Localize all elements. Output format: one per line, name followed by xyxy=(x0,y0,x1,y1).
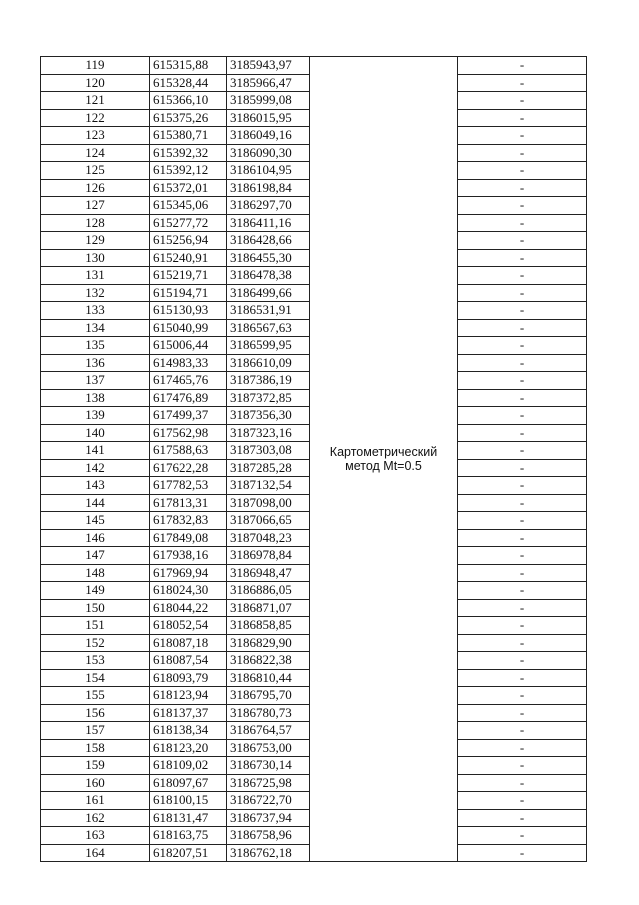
coordinate-x-cell: 618123,94 xyxy=(150,687,227,705)
coordinate-x-cell: 615256,94 xyxy=(150,232,227,250)
point-number-cell: 149 xyxy=(41,582,150,600)
coordinate-x-cell: 618207,51 xyxy=(150,844,227,862)
coordinate-x-cell: 615219,71 xyxy=(150,267,227,285)
coordinate-x-cell: 618087,54 xyxy=(150,652,227,670)
coordinate-y-cell: 3186730,14 xyxy=(227,757,310,775)
coordinate-x-cell: 615366,10 xyxy=(150,92,227,110)
coordinate-x-cell: 617969,94 xyxy=(150,564,227,582)
accuracy-cell: - xyxy=(458,652,587,670)
coordinate-x-cell: 615006,44 xyxy=(150,337,227,355)
accuracy-cell: - xyxy=(458,127,587,145)
point-number-cell: 124 xyxy=(41,144,150,162)
coordinate-y-cell: 3185943,97 xyxy=(227,57,310,75)
point-number-cell: 119 xyxy=(41,57,150,75)
coordinate-y-cell: 3186015,95 xyxy=(227,109,310,127)
coordinate-y-cell: 3186764,57 xyxy=(227,722,310,740)
coordinate-y-cell: 3186829,90 xyxy=(227,634,310,652)
coordinate-x-cell: 617782,53 xyxy=(150,477,227,495)
accuracy-cell: - xyxy=(458,407,587,425)
accuracy-cell: - xyxy=(458,162,587,180)
accuracy-cell: - xyxy=(458,319,587,337)
point-number-cell: 135 xyxy=(41,337,150,355)
point-number-cell: 127 xyxy=(41,197,150,215)
point-number-cell: 139 xyxy=(41,407,150,425)
coordinate-y-cell: 3187356,30 xyxy=(227,407,310,425)
accuracy-cell: - xyxy=(458,757,587,775)
coordinate-y-cell: 3186455,30 xyxy=(227,249,310,267)
coordinate-x-cell: 615130,93 xyxy=(150,302,227,320)
coordinate-y-cell: 3187048,23 xyxy=(227,529,310,547)
accuracy-cell: - xyxy=(458,144,587,162)
point-number-cell: 122 xyxy=(41,109,150,127)
accuracy-cell: - xyxy=(458,582,587,600)
coordinate-y-cell: 3186886,05 xyxy=(227,582,310,600)
accuracy-cell: - xyxy=(458,372,587,390)
coordinate-x-cell: 618052,54 xyxy=(150,617,227,635)
coordinate-x-cell: 617849,08 xyxy=(150,529,227,547)
accuracy-cell: - xyxy=(458,267,587,285)
coordinate-y-cell: 3186198,84 xyxy=(227,179,310,197)
accuracy-cell: - xyxy=(458,617,587,635)
coordinate-y-cell: 3186871,07 xyxy=(227,599,310,617)
point-number-cell: 140 xyxy=(41,424,150,442)
coordinate-y-cell: 3186822,38 xyxy=(227,652,310,670)
coordinate-x-cell: 618024,30 xyxy=(150,582,227,600)
point-number-cell: 132 xyxy=(41,284,150,302)
accuracy-cell: - xyxy=(458,844,587,862)
coordinate-x-cell: 615392,32 xyxy=(150,144,227,162)
coordinate-x-cell: 615375,26 xyxy=(150,109,227,127)
coordinate-y-cell: 3186780,73 xyxy=(227,704,310,722)
coordinate-x-cell: 618138,34 xyxy=(150,722,227,740)
point-number-cell: 142 xyxy=(41,459,150,477)
accuracy-cell: - xyxy=(458,249,587,267)
accuracy-cell: - xyxy=(458,512,587,530)
point-number-cell: 154 xyxy=(41,669,150,687)
coordinate-y-cell: 3186948,47 xyxy=(227,564,310,582)
coordinate-x-cell: 617499,37 xyxy=(150,407,227,425)
point-number-cell: 120 xyxy=(41,74,150,92)
accuracy-cell: - xyxy=(458,197,587,215)
accuracy-cell: - xyxy=(458,669,587,687)
coordinate-y-cell: 3185999,08 xyxy=(227,92,310,110)
coordinate-x-cell: 615277,72 xyxy=(150,214,227,232)
coordinate-x-cell: 617938,16 xyxy=(150,547,227,565)
coordinate-x-cell: 618097,67 xyxy=(150,774,227,792)
accuracy-cell: - xyxy=(458,704,587,722)
coordinate-y-cell: 3186499,66 xyxy=(227,284,310,302)
accuracy-cell: - xyxy=(458,529,587,547)
coordinate-x-cell: 617562,98 xyxy=(150,424,227,442)
point-number-cell: 160 xyxy=(41,774,150,792)
coordinate-x-cell: 615040,99 xyxy=(150,319,227,337)
coordinate-x-cell: 618044,22 xyxy=(150,599,227,617)
coordinate-x-cell: 617476,89 xyxy=(150,389,227,407)
accuracy-cell: - xyxy=(458,284,587,302)
coordinate-y-cell: 3186049,16 xyxy=(227,127,310,145)
coordinate-x-cell: 615392,12 xyxy=(150,162,227,180)
point-number-cell: 131 xyxy=(41,267,150,285)
coordinate-y-cell: 3186090,30 xyxy=(227,144,310,162)
point-number-cell: 123 xyxy=(41,127,150,145)
coordinate-x-cell: 618137,37 xyxy=(150,704,227,722)
accuracy-cell: - xyxy=(458,214,587,232)
coordinate-y-cell: 3186762,18 xyxy=(227,844,310,862)
accuracy-cell: - xyxy=(458,564,587,582)
accuracy-cell: - xyxy=(458,547,587,565)
accuracy-cell: - xyxy=(458,494,587,512)
coordinate-y-cell: 3187372,85 xyxy=(227,389,310,407)
accuracy-cell: - xyxy=(458,634,587,652)
accuracy-cell: - xyxy=(458,337,587,355)
accuracy-cell: - xyxy=(458,722,587,740)
coordinate-x-cell: 618093,79 xyxy=(150,669,227,687)
accuracy-cell: - xyxy=(458,232,587,250)
coordinate-y-cell: 3187323,16 xyxy=(227,424,310,442)
coordinate-y-cell: 3186722,70 xyxy=(227,792,310,810)
coordinate-y-cell: 3187303,08 xyxy=(227,442,310,460)
coordinate-y-cell: 3185966,47 xyxy=(227,74,310,92)
coordinate-y-cell: 3186610,09 xyxy=(227,354,310,372)
point-number-cell: 157 xyxy=(41,722,150,740)
accuracy-cell: - xyxy=(458,792,587,810)
accuracy-cell: - xyxy=(458,57,587,75)
coordinate-y-cell: 3187386,19 xyxy=(227,372,310,390)
point-number-cell: 151 xyxy=(41,617,150,635)
coordinate-y-cell: 3186725,98 xyxy=(227,774,310,792)
accuracy-cell: - xyxy=(458,687,587,705)
point-number-cell: 148 xyxy=(41,564,150,582)
point-number-cell: 129 xyxy=(41,232,150,250)
coordinate-y-cell: 3186297,70 xyxy=(227,197,310,215)
point-number-cell: 128 xyxy=(41,214,150,232)
coordinate-x-cell: 617622,28 xyxy=(150,459,227,477)
point-number-cell: 143 xyxy=(41,477,150,495)
accuracy-cell: - xyxy=(458,442,587,460)
point-number-cell: 150 xyxy=(41,599,150,617)
point-number-cell: 126 xyxy=(41,179,150,197)
coordinate-y-cell: 3186737,94 xyxy=(227,809,310,827)
point-number-cell: 164 xyxy=(41,844,150,862)
coordinate-x-cell: 615328,44 xyxy=(150,74,227,92)
point-number-cell: 147 xyxy=(41,547,150,565)
point-number-cell: 159 xyxy=(41,757,150,775)
coordinate-x-cell: 618131,47 xyxy=(150,809,227,827)
accuracy-cell: - xyxy=(458,424,587,442)
accuracy-cell: - xyxy=(458,302,587,320)
coordinate-x-cell: 615240,91 xyxy=(150,249,227,267)
coordinate-x-cell: 617588,63 xyxy=(150,442,227,460)
method-cell xyxy=(310,57,458,862)
point-number-cell: 130 xyxy=(41,249,150,267)
point-number-cell: 136 xyxy=(41,354,150,372)
coordinate-y-cell: 3186599,95 xyxy=(227,337,310,355)
coordinates-table xyxy=(40,56,587,862)
point-number-cell: 134 xyxy=(41,319,150,337)
accuracy-cell: - xyxy=(458,599,587,617)
coordinate-y-cell: 3186758,96 xyxy=(227,827,310,845)
document-page xyxy=(40,56,587,862)
point-number-cell: 146 xyxy=(41,529,150,547)
point-number-cell: 155 xyxy=(41,687,150,705)
accuracy-cell: - xyxy=(458,459,587,477)
coordinate-x-cell: 617832,83 xyxy=(150,512,227,530)
accuracy-cell: - xyxy=(458,827,587,845)
point-number-cell: 144 xyxy=(41,494,150,512)
point-number-cell: 158 xyxy=(41,739,150,757)
coordinate-y-cell: 3186411,16 xyxy=(227,214,310,232)
coordinate-x-cell: 614983,33 xyxy=(150,354,227,372)
accuracy-cell: - xyxy=(458,109,587,127)
coordinate-x-cell: 615372,01 xyxy=(150,179,227,197)
coordinate-y-cell: 3186810,44 xyxy=(227,669,310,687)
coordinate-y-cell: 3187066,65 xyxy=(227,512,310,530)
point-number-cell: 153 xyxy=(41,652,150,670)
point-number-cell: 125 xyxy=(41,162,150,180)
accuracy-cell: - xyxy=(458,179,587,197)
accuracy-cell: - xyxy=(458,389,587,407)
coordinate-x-cell: 617813,31 xyxy=(150,494,227,512)
point-number-cell: 121 xyxy=(41,92,150,110)
coordinate-y-cell: 3186104,95 xyxy=(227,162,310,180)
coordinate-x-cell: 618109,02 xyxy=(150,757,227,775)
coordinate-y-cell: 3187098,00 xyxy=(227,494,310,512)
coordinate-x-cell: 618087,18 xyxy=(150,634,227,652)
accuracy-cell: - xyxy=(458,74,587,92)
point-number-cell: 137 xyxy=(41,372,150,390)
point-number-cell: 161 xyxy=(41,792,150,810)
accuracy-cell: - xyxy=(458,809,587,827)
coordinate-y-cell: 3186428,66 xyxy=(227,232,310,250)
table-row xyxy=(41,57,587,75)
coordinate-y-cell: 3186858,85 xyxy=(227,617,310,635)
point-number-cell: 141 xyxy=(41,442,150,460)
coordinate-y-cell: 3186978,84 xyxy=(227,547,310,565)
accuracy-cell: - xyxy=(458,774,587,792)
accuracy-cell: - xyxy=(458,477,587,495)
coordinate-y-cell: 3187285,28 xyxy=(227,459,310,477)
coordinate-x-cell: 618100,15 xyxy=(150,792,227,810)
point-number-cell: 156 xyxy=(41,704,150,722)
point-number-cell: 152 xyxy=(41,634,150,652)
coordinate-y-cell: 3186567,63 xyxy=(227,319,310,337)
coordinate-y-cell: 3186531,91 xyxy=(227,302,310,320)
coordinates-table-body xyxy=(41,57,587,862)
coordinate-y-cell: 3187132,54 xyxy=(227,477,310,495)
coordinate-x-cell: 615194,71 xyxy=(150,284,227,302)
coordinate-x-cell: 615315,88 xyxy=(150,57,227,75)
point-number-cell: 163 xyxy=(41,827,150,845)
method-line-1: Картометрический xyxy=(329,445,438,459)
coordinate-y-cell: 3186795,70 xyxy=(227,687,310,705)
accuracy-cell: - xyxy=(458,92,587,110)
point-number-cell: 138 xyxy=(41,389,150,407)
coordinate-x-cell: 615345,06 xyxy=(150,197,227,215)
accuracy-cell: - xyxy=(458,739,587,757)
coordinate-x-cell: 618163,75 xyxy=(150,827,227,845)
coordinate-x-cell: 617465,76 xyxy=(150,372,227,390)
coordinate-y-cell: 3186478,38 xyxy=(227,267,310,285)
point-number-cell: 162 xyxy=(41,809,150,827)
point-number-cell: 133 xyxy=(41,302,150,320)
method-line-2: метод Mt=0.5 xyxy=(345,459,422,473)
point-number-cell: 145 xyxy=(41,512,150,530)
accuracy-cell: - xyxy=(458,354,587,372)
coordinate-x-cell: 615380,71 xyxy=(150,127,227,145)
coordinate-x-cell: 618123,20 xyxy=(150,739,227,757)
coordinate-y-cell: 3186753,00 xyxy=(227,739,310,757)
